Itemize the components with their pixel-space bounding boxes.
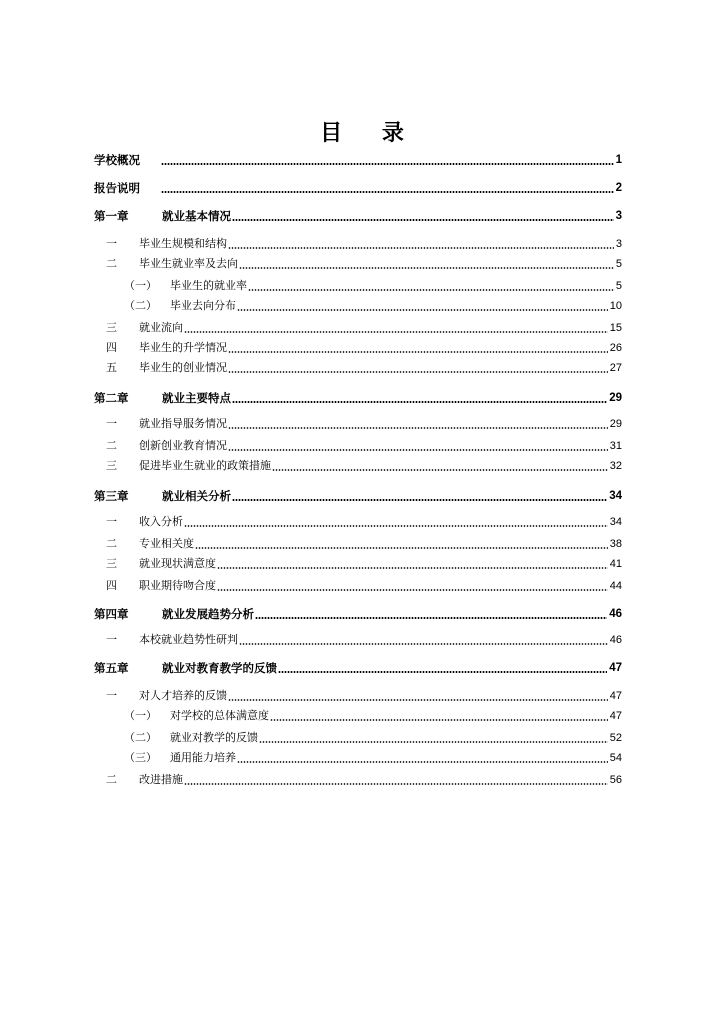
toc-entry-title: 促进毕业生就业的政策措施 [139, 459, 271, 472]
toc-entry-number: 二 [106, 439, 117, 452]
toc-entry-title: 报告说明 [94, 181, 140, 195]
toc-entry-number: 二 [106, 537, 117, 550]
dot-leader [228, 247, 614, 249]
dot-leader [239, 643, 608, 645]
toc-entry[interactable] [106, 536, 622, 552]
toc-entry-title: 职业期待吻合度 [139, 579, 216, 592]
toc-entry-title: 学校概况 [94, 153, 140, 167]
toc-entry-number: 二 [106, 257, 117, 270]
dot-leader [270, 719, 608, 721]
toc-entry-page: 15 [609, 322, 622, 334]
toc-entry-title: 毕业生的就业率 [170, 279, 247, 292]
dot-leader [228, 449, 608, 451]
toc-entry[interactable] [124, 298, 622, 314]
toc-entry-title: 通用能力培养 [170, 751, 236, 764]
toc-entry[interactable] [106, 360, 622, 376]
toc-entry-number: 三 [106, 557, 117, 570]
toc-entry-title: 改进措施 [139, 773, 183, 786]
toc-entry-number: 一 [106, 417, 117, 430]
dot-leader [272, 469, 608, 471]
toc-entry-title: 就业对教学的反馈 [170, 731, 258, 744]
dot-leader [195, 547, 608, 549]
dot-leader [237, 309, 608, 311]
toc-entry[interactable] [94, 660, 622, 676]
toc-entry-page: 26 [609, 342, 622, 354]
toc-entry[interactable] [106, 340, 622, 356]
toc-entry[interactable] [106, 438, 622, 454]
toc-entry-page: 1 [615, 154, 622, 166]
toc-entry-number: 三 [106, 321, 117, 334]
toc-entry-page: 5 [615, 258, 622, 270]
toc-entry-page: 32 [609, 460, 622, 472]
toc-entry[interactable] [124, 278, 622, 294]
dot-leader [184, 331, 608, 333]
toc-entry-title: 就业对教育教学的反馈 [162, 661, 277, 675]
toc-entry-title: 本校就业趋势性研判 [139, 633, 238, 646]
dot-leader [248, 289, 614, 291]
toc-entry-number: 第一章 [94, 209, 129, 223]
toc-entry-page: 34 [609, 490, 622, 502]
toc-entry-page: 34 [609, 516, 622, 528]
toc-entry-page: 3 [615, 210, 622, 222]
toc-entry[interactable] [94, 180, 622, 196]
toc-entry[interactable] [106, 556, 622, 572]
dot-leader [228, 427, 608, 429]
dot-leader [228, 351, 608, 353]
toc-entry-number: 第五章 [94, 661, 129, 675]
toc-entry-number: （三） [124, 751, 157, 764]
toc-entry-page: 38 [609, 538, 622, 550]
toc-entry-number: （二） [124, 299, 157, 312]
toc-entry-title: 毕业生就业率及去向 [139, 257, 238, 270]
toc-entry-page: 47 [609, 690, 622, 702]
toc-entry-number: 三 [106, 459, 117, 472]
toc-entry-number: （二） [124, 731, 157, 744]
toc-entry-number: 四 [106, 579, 117, 592]
toc-entry[interactable] [106, 514, 622, 530]
toc-entry-page: 27 [609, 362, 622, 374]
toc-entry-title: 专业相关度 [139, 537, 194, 550]
toc-entry[interactable] [124, 750, 622, 766]
toc-entry-number: 第三章 [94, 489, 129, 503]
toc-entry-title: 毕业生的创业情况 [139, 361, 227, 374]
toc-entry-number: 一 [106, 237, 117, 250]
toc-entry[interactable] [106, 416, 622, 432]
toc-entry[interactable] [106, 688, 622, 704]
toc-entry-page: 56 [609, 774, 622, 786]
dot-leader [239, 267, 614, 269]
toc-entry-title: 就业流向 [139, 321, 183, 334]
toc-entry-title: 就业基本情况 [162, 209, 231, 223]
toc-entry-title: 毕业生的升学情况 [139, 341, 227, 354]
toc-entry[interactable] [106, 458, 622, 474]
toc-entry[interactable] [94, 152, 622, 168]
toc-entry[interactable] [106, 256, 622, 272]
toc-entry-title: 就业主要特点 [162, 391, 231, 405]
toc-entry-number: 第四章 [94, 607, 129, 621]
toc-entry-title: 毕业生规模和结构 [139, 237, 227, 250]
dot-leader [184, 525, 608, 527]
dot-leader [217, 567, 608, 569]
toc-entry-page: 10 [609, 300, 622, 312]
toc-entry-number: （一） [124, 279, 157, 292]
toc-entry[interactable] [94, 390, 622, 406]
dot-leader [232, 499, 607, 501]
dot-leader [232, 219, 614, 221]
toc-entry[interactable] [124, 730, 622, 746]
toc-entry-page: 46 [609, 608, 622, 620]
toc-entry-title: 就业现状满意度 [139, 557, 216, 570]
toc-entry-page: 47 [609, 710, 622, 722]
toc-entry-page: 41 [609, 558, 622, 570]
toc-entry-page: 3 [615, 238, 622, 250]
toc-entry-page: 29 [609, 418, 622, 430]
dot-leader [278, 671, 607, 673]
dot-leader [228, 371, 608, 373]
toc-entry-page: 47 [609, 662, 622, 674]
dot-leader [255, 617, 607, 619]
toc-entry[interactable] [94, 208, 622, 224]
toc-entry-title: 对人才培养的反馈 [139, 689, 227, 702]
toc-entry[interactable] [94, 606, 622, 622]
toc-entry[interactable] [106, 236, 622, 252]
toc-entry[interactable] [106, 632, 622, 648]
toc-entry-number: 一 [106, 515, 117, 528]
dot-leader [161, 191, 614, 193]
toc-title: 目 录 [320, 120, 420, 146]
toc-entry-title: 就业发展趋势分析 [162, 607, 254, 621]
toc-entry-title: 毕业去向分布 [170, 299, 236, 312]
dot-leader [184, 783, 608, 785]
toc-entry-page: 54 [609, 752, 622, 764]
toc-entry[interactable] [106, 772, 622, 788]
toc-entry-page: 5 [615, 280, 622, 292]
dot-leader [161, 163, 614, 165]
toc-entry[interactable] [106, 320, 622, 336]
toc-entry-page: 44 [609, 580, 622, 592]
toc-entry-title: 创新创业教育情况 [139, 439, 227, 452]
toc-entry-number: 五 [106, 361, 117, 374]
toc-entry[interactable] [94, 488, 622, 504]
toc-entry-number: 一 [106, 633, 117, 646]
toc-entry-title: 收入分析 [139, 515, 183, 528]
toc-entry[interactable] [124, 708, 622, 724]
dot-leader [237, 761, 608, 763]
toc-entry-number: （一） [124, 709, 157, 722]
toc-entry-page: 31 [609, 440, 622, 452]
toc-entry-number: 第二章 [94, 391, 129, 405]
dot-leader [232, 401, 607, 403]
toc-entry-page: 52 [609, 732, 622, 744]
toc-entry-number: 一 [106, 689, 117, 702]
dot-leader [228, 699, 608, 701]
toc-entry-title: 就业指导服务情况 [139, 417, 227, 430]
toc-entry[interactable] [106, 578, 622, 594]
toc-entry-title: 对学校的总体满意度 [170, 709, 269, 722]
toc-entry-page: 46 [609, 634, 622, 646]
toc-entry-page: 29 [609, 392, 622, 404]
dot-leader [259, 741, 608, 743]
toc-entry-page: 2 [615, 182, 622, 194]
toc-entry-number: 四 [106, 341, 117, 354]
toc-entry-number: 二 [106, 773, 117, 786]
toc-entry-title: 就业相关分析 [162, 489, 231, 503]
dot-leader [217, 589, 608, 591]
